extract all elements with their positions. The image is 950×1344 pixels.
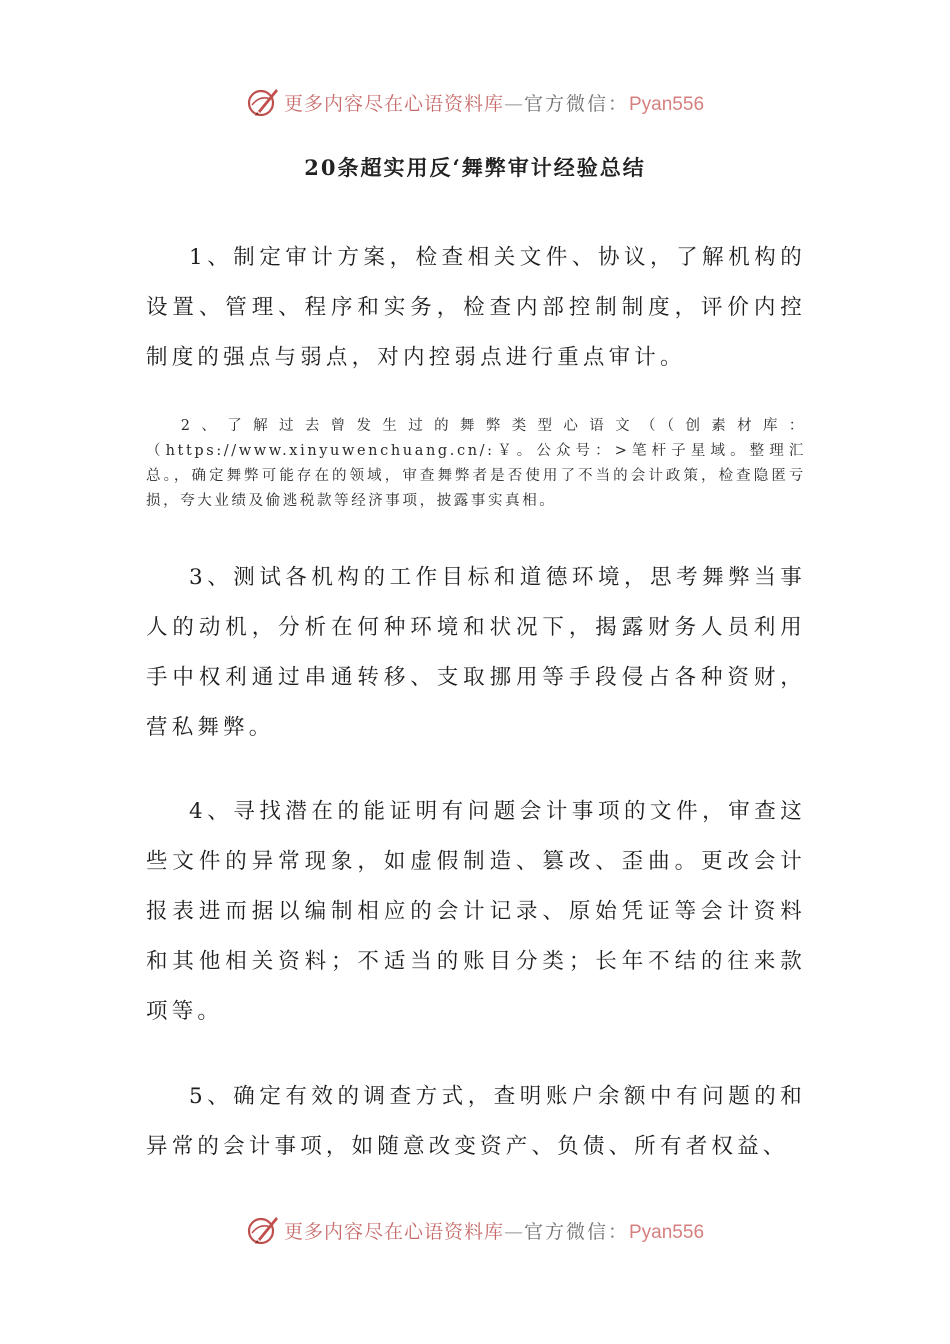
banner-wechat-handle: Pyan556 <box>629 1221 705 1243</box>
banner-wechat-label: 官方微信： <box>523 92 629 115</box>
paragraph-1: 1、制定审计方案，检查相关文件、协议，了解机构的设置、管理、程序和实务，检查内部控制制度，评价内控制度的强点与弱点，对内控弱点进行重点审计。 <box>146 245 806 370</box>
pen-logo-icon <box>246 85 280 119</box>
footer-banner <box>0 1210 950 1250</box>
paragraph-3: 3、测试各机构的工作目标和道德环境，思考舞弊当事人的动机，分析在何种环境和状况下，揭露财务人员利用手中权利通过串通转移、支取挪用等手段侵占各种资财，营私舞弊。 <box>146 565 806 740</box>
banner-text <box>284 89 704 116</box>
pen-logo-icon <box>246 1213 280 1247</box>
banner-main-text: 更多内容尽在心语资料库 <box>283 92 504 115</box>
paragraph-4: 4、寻找潜在的能证明有问题会计事项的文件，审查这些文件的异常现象，如虚假制造、篡改、歪曲。更改会计报表进而据以编制相应的会计记录、原始凭证等会计资料和其他相关资料；不适当的账目分类；长年不结的往来款项等。 <box>146 799 806 1024</box>
banner-text <box>284 1217 704 1244</box>
banner-dash: — <box>503 92 524 115</box>
banner-main-text: 更多内容尽在心语资料库 <box>283 1220 504 1243</box>
paragraph-5: 5、确定有效的调查方式，查明账户余额中有问题的和异常的会计事项，如随意改变资产、负债、所有者权益、 <box>146 1084 806 1159</box>
header-banner <box>0 82 950 122</box>
banner-wechat-handle: Pyan556 <box>629 93 705 115</box>
banner-wechat-label: 官方微信： <box>523 1220 629 1243</box>
paragraph-2: 2、了解过去曾发生过的舞弊类型心语文（（创素材库：（https://www.xinyuwenchuang.cn/:￥。公众号：>笔杆子星域。整理汇总。，确定舞弊可能存在的领域，审查舞弊者是否使用了不当的会计政策，检查隐匿亏损，夸大业绩及偷逃税款等经济事项，披露事实真相。 <box>146 418 806 509</box>
banner-dash: — <box>503 1220 524 1243</box>
document-title: 20条超实用反‘舞弊审计经验总结 <box>304 155 646 180</box>
